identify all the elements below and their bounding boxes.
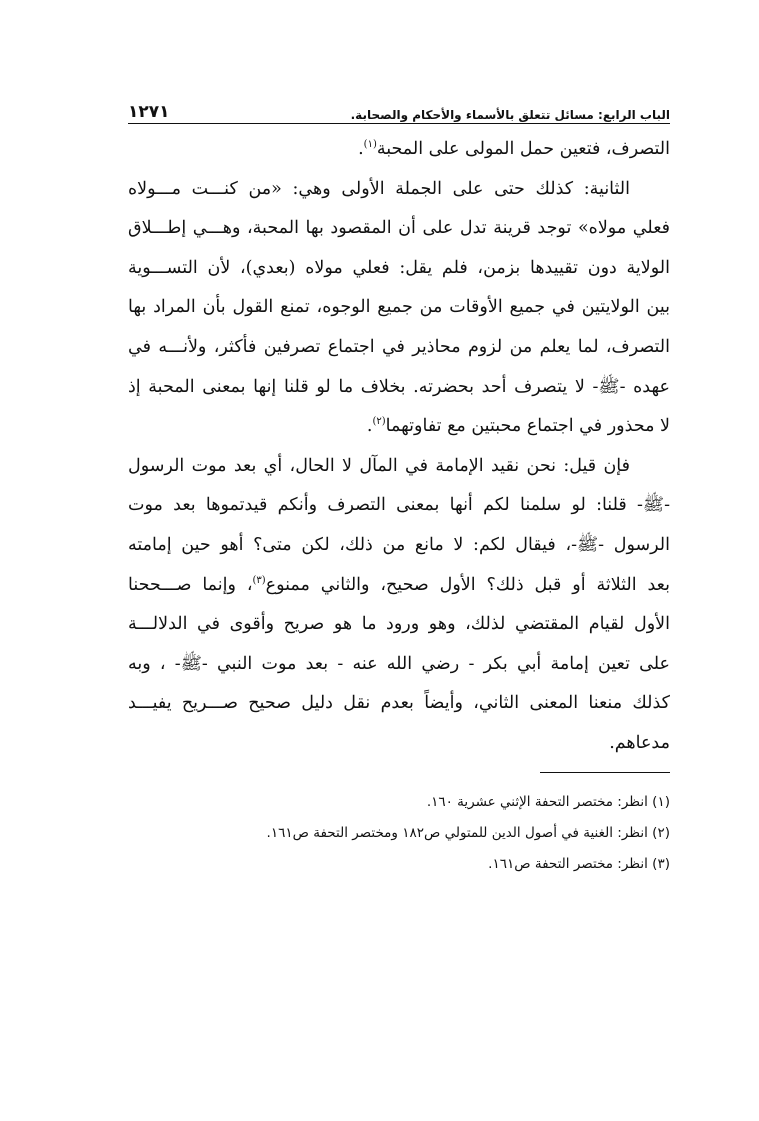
footnote-ref[interactable]: (٢) bbox=[372, 416, 386, 428]
text-line: التصرف، فتعين حمل المولى على المحبة$^{(١)}$. bbox=[358, 139, 670, 159]
text-line: الولاية دون تقييدها بزمن، فلم يقل: فعلي مولاه (بعدي)، لأن التســـوية bbox=[128, 257, 670, 278]
text-line: -ﷺ- قلنا: لو سلمنا لكم أنها بمعنى التصرف وأنكم قيدتموها بعد موت bbox=[128, 495, 670, 516]
footnote-item: (٣) انظر: مختصر التحفة ص١٦١. bbox=[488, 855, 670, 872]
text-line: الثانية: كذلك حتى على الجملة الأولى وهي: «من كنـــت مـــولاه bbox=[128, 178, 630, 199]
main-text bbox=[128, 130, 670, 764]
footnote-ref[interactable]: (٣) bbox=[252, 574, 266, 586]
running-header bbox=[128, 96, 670, 124]
page-number: ١٢٧١ bbox=[128, 102, 170, 122]
text-line: بين الولايتين في جميع الأوقات من جميع الوجوه، تمنع القول بأن المراد بها bbox=[128, 297, 670, 318]
footnote-ref[interactable]: (١) bbox=[363, 139, 377, 151]
text-line: بعد الثلاثة أو قبل ذلك؟ الأول صحيح، والثاني ممنوع$^{(٣)}$، وإنما صـــححنا bbox=[128, 574, 670, 595]
text-line: فعلي مولاه» توجد قرينة تدل على أن المقصود بها المحبة، وهـــي إطـــلاق bbox=[128, 218, 670, 239]
text-line: التصرف، لما يعلم من لزوم محاذير في اجتماع تصرفين فأكثر، ولأنـــه في bbox=[128, 336, 670, 357]
footnotes bbox=[128, 787, 670, 880]
text-line: الأول لقيام المقتضي لذلك، وهو ورود ما هو صريح وأقوى في الدلالـــة bbox=[128, 614, 670, 635]
text-line: على تعين إمامة أبي بكر - رضي الله عنه - بعد موت النبي -ﷺ- ، وبه bbox=[128, 653, 670, 674]
text-line: كذلك منعنا المعنى الثاني، وأيضاً بعدم نقل دليل صحيح صـــريح يفيـــد bbox=[128, 693, 670, 714]
chapter-title: الباب الرابع: مسائل تتعلق بالأسماء والأحكام والصحابة. bbox=[350, 108, 670, 122]
text-line: لا محذور في اجتماع محبتين مع تفاوتهما$^{(٢)}$. bbox=[366, 416, 670, 437]
book-page bbox=[128, 96, 670, 880]
footnote-item: (١) انظر: مختصر التحفة الإثني عشرية ١٦٠. bbox=[426, 793, 670, 810]
footnote-item: (٢) انظر: الغنية في أصول الدين للمتولي ص١٨٢ ومختصر التحفة ص١٦١. bbox=[266, 824, 670, 841]
text-line: فإن قيل: نحن نقيد الإمامة في المآل لا الحال، أي بعد موت الرسول bbox=[128, 455, 630, 476]
text-line: مدعاهم. bbox=[609, 732, 670, 753]
text-line: الرسول -ﷺ-، فيقال لكم: لا مانع من ذلك، لكن متى؟ أهو حين إمامته bbox=[128, 534, 670, 555]
footnote-separator bbox=[540, 772, 670, 773]
text-line: عهده -ﷺ- لا يتصرف أحد بحضرته. بخلاف ما لو قلنا إنها بمعنى المحبة إذ bbox=[128, 376, 670, 397]
